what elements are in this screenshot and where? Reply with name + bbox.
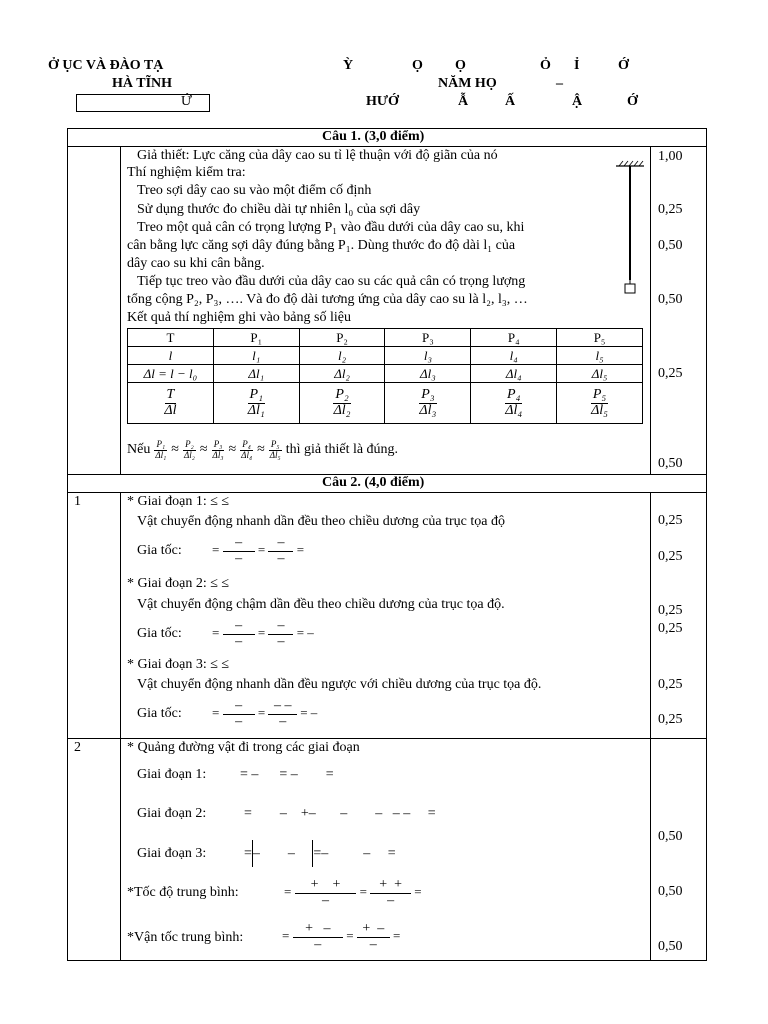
observation-table — [127, 328, 643, 424]
cau1-title: Câu 1. (3,0 điểm) — [322, 129, 425, 144]
table-row — [128, 329, 643, 347]
cau1-line8: Tiếp tục treo vào đầu dưới của dây cao su các quả cân có trọng lượng — [137, 274, 526, 289]
approx-sign: ≈ — [257, 442, 265, 458]
header-mid3e: Ớ — [627, 94, 638, 109]
frac-num: P₂ — [335, 386, 349, 402]
cau1-line7: dây cao su khi cân bằng. — [127, 256, 265, 271]
cau1-score: 0,50 — [658, 292, 683, 307]
table-cell — [128, 383, 214, 424]
speed-avg-formula: = $\frac{+ +}{-}$ = $\frac{+ +}{-}$ = — [284, 877, 422, 908]
frac-num: P₁ — [156, 439, 166, 449]
conclusion-prefix: Nếu — [127, 442, 151, 458]
stage3-desc: Vật chuyển động nhanh dần đều ngược với chiều dương của trục tọa độ. — [137, 677, 542, 692]
table-cell — [385, 383, 471, 424]
table-cell: Δl₅ — [557, 365, 643, 383]
stage1-accel-label: Gia tốc: — [137, 543, 182, 558]
conclusion-suffix: thì giả thiết là đúng. — [285, 442, 399, 458]
rubber-band-illustration — [614, 160, 646, 296]
cau1-score: 1,00 — [658, 149, 683, 164]
cau2-score: 0,25 — [658, 712, 683, 727]
approx-sign: ≈ — [199, 442, 208, 458]
frac-den: Δl₄ — [241, 449, 253, 460]
header-mid2: NĂM HỌ — [438, 76, 497, 91]
gd1-label: Giai đoạn 1: — [137, 767, 207, 782]
table-cell: l₅ — [557, 347, 643, 365]
cau1-line3: Treo sợi dây cao su vào một điểm cố định — [137, 183, 372, 198]
stage1-title: * Giai đoạn 1: ≤ ≤ — [127, 494, 230, 509]
cau1-score: 0,25 — [658, 366, 683, 381]
cau2-score: 0,25 — [658, 677, 683, 692]
vel-avg-label: *Vận tốc trung bình: — [127, 930, 244, 945]
grid-left — [67, 128, 68, 961]
table-cell: l₁ — [213, 347, 299, 365]
stage2-desc: Vật chuyển động chậm dần đều theo chiều dương của trục tọa độ. — [137, 597, 505, 612]
table-cell — [557, 383, 643, 424]
approx-sign: ≈ — [228, 442, 237, 458]
header-mid3a: HƯỚ — [366, 94, 399, 109]
frac-num: P₅ — [592, 386, 607, 402]
table-row — [128, 347, 643, 365]
frac-den: Δl₂ — [183, 449, 195, 460]
cau1-score: 0,50 — [658, 456, 683, 471]
table-cell: Δl₁ — [213, 365, 299, 383]
grid-under-part1 — [67, 738, 707, 739]
table-cell — [213, 383, 299, 424]
frac-num: P₅ — [270, 439, 280, 449]
frac-num: P₃ — [421, 386, 435, 402]
table-cell: Δl₃ — [385, 365, 471, 383]
cau1-line1: Giả thiết: Lực căng của dây cao su tỉ lệ thuận với độ giãn của nó — [137, 148, 498, 163]
gd3-formula: =– – =– – = — [244, 846, 396, 862]
frac-num: T — [166, 386, 175, 402]
table-cell: Δl₂ — [299, 365, 385, 383]
table-row — [128, 383, 643, 424]
gd2-formula: = – +– – – – – = — [244, 806, 436, 821]
frac-den: Δl₁ — [155, 449, 167, 460]
stage2-title: * Giai đoạn 2: ≤ ≤ — [127, 576, 230, 591]
cau2-score: 0,25 — [658, 603, 683, 618]
table-cell: l₃ — [385, 347, 471, 365]
header-left-line1: Ở ỤC VÀ ĐÀO TẠ — [48, 58, 164, 73]
header-mid3c: Ấ — [505, 94, 516, 109]
stage1-accel-formula: = $\frac{-}{-}$ = $\frac{-}{-}$ = — [212, 535, 305, 566]
frac-den: Δl — [164, 402, 177, 418]
gd1-formula: = – = – = — [240, 767, 334, 782]
cau2-score: 0,25 — [658, 513, 683, 528]
grid-under-cau1-title — [67, 146, 707, 147]
header-left-box — [76, 94, 210, 112]
header-mid2b: – — [556, 76, 563, 91]
table-cell: P₅ — [557, 329, 643, 347]
gd3-label: Giai đoạn 3: — [137, 846, 207, 861]
header-mid1a: Ỳ — [343, 58, 354, 73]
grid-col1-a — [120, 146, 121, 474]
grid-col3-a — [650, 146, 651, 474]
header-mid1c: Ọ — [455, 58, 466, 73]
frac-den: Δl₄ — [505, 402, 523, 418]
gd2-label: Giai đoạn 2: — [137, 806, 207, 821]
frac-num: P₄ — [507, 386, 521, 402]
header-mid1e: Ỉ — [574, 58, 580, 73]
cau1-score: 0,50 — [658, 238, 683, 253]
stage3-accel-label: Gia tốc: — [137, 706, 182, 721]
vel-avg-formula: = $\frac{+ -}{-}$ = $\frac{+ -}{-}$ = — [282, 921, 401, 952]
stage3-title: * Giai đoạn 3: ≤ ≤ — [127, 657, 230, 672]
speed-avg-label: *Tốc độ trung bình: — [127, 885, 239, 900]
table-cell: l — [128, 347, 214, 365]
table-cell: T — [128, 329, 214, 347]
table-cell: P₂ — [299, 329, 385, 347]
table-cell — [299, 383, 385, 424]
cau1-conclusion — [127, 440, 398, 461]
header-mid1b: Ọ — [412, 58, 423, 73]
frac-num: P₃ — [213, 439, 223, 449]
frac-den: Δl₃ — [419, 402, 437, 418]
table-cell: Δl₄ — [471, 365, 557, 383]
frac-den: Δl₁ — [247, 402, 265, 418]
table-cell: l₄ — [471, 347, 557, 365]
cau1-score: 0,25 — [658, 202, 683, 217]
stage2-accel-label: Gia tốc: — [137, 626, 182, 641]
header-mid3b: Ẫ — [458, 94, 469, 109]
cau1-line6: cân bằng lực căng sợi dây đúng bằng P₁. Dùng thước đo độ dài l₁ của — [127, 238, 516, 253]
grid-col3-b — [650, 492, 651, 960]
cau2-title: Câu 2. (4,0 điểm) — [322, 475, 425, 490]
table-cell: Δl = l − l₀ — [128, 365, 214, 383]
cau2-score: 0,50 — [658, 829, 683, 844]
cau1-line5: Treo một quả cân có trọng lượng P₁ vào đầu dưới của dây cao su, khi — [137, 220, 525, 235]
frac-den: Δl₂ — [333, 402, 351, 418]
cau1-line10: Kết quả thí nghiệm ghi vào bảng số liệu — [127, 310, 351, 325]
table-cell — [471, 383, 557, 424]
table-cell: P₃ — [385, 329, 471, 347]
header-left-box-text: Ứ — [181, 94, 192, 109]
frac-den: Δl₅ — [269, 449, 281, 460]
cau2-score: 0,25 — [658, 621, 683, 636]
cau1-line4: Sử dụng thước đo chiều dài tự nhiên l₀ của sợi dây — [137, 202, 421, 217]
frac-num: P₁ — [249, 386, 263, 402]
frac-den: Δl₃ — [212, 449, 224, 460]
grid-bottom — [67, 960, 707, 961]
header-left-line2: HÀ TĨNH — [112, 76, 173, 91]
frac-den: Δl₅ — [591, 402, 609, 418]
table-cell: l₂ — [299, 347, 385, 365]
stage1-desc: Vật chuyển động nhanh dần đều theo chiều dương của trục tọa độ — [137, 514, 505, 529]
table-cell: P₁ — [213, 329, 299, 347]
header-mid3d: Ậ — [572, 94, 583, 109]
header-mid1f: Ớ — [618, 58, 629, 73]
cau2-part2-label: 2 — [74, 740, 81, 755]
frac-num: P₂ — [185, 439, 194, 449]
grid-right — [706, 128, 707, 961]
stage2-accel-formula: = $\frac{-}{-}$ = $\frac{-}{-}$ = – — [212, 618, 314, 649]
approx-sign: ≈ — [171, 442, 179, 458]
grid-under-cau2-title — [67, 492, 707, 493]
header-mid1d: Ỏ — [540, 58, 551, 73]
grid-col1-b — [120, 492, 121, 960]
table-cell: P₄ — [471, 329, 557, 347]
table-row — [128, 365, 643, 383]
frac-num: P₄ — [242, 439, 251, 449]
cau1-line9: tổng cộng P₂, P₃, …. Và đo độ dài tương ứng của dây cao su là l₂, l₃, … — [127, 292, 528, 307]
cau2-part1-label: 1 — [74, 494, 81, 509]
cau1-line2: Thí nghiệm kiểm tra: — [127, 165, 246, 180]
cau2-score: 0,25 — [658, 549, 683, 564]
cau2-score: 0,50 — [658, 884, 683, 899]
stage3-accel-formula: = $\frac{-}{-}$ = $\frac{- -}{-}$ = – — [212, 698, 318, 729]
distance-title: * Quảng đường vật đi trong các giai đoạn — [127, 740, 360, 755]
cau2-score: 0,50 — [658, 939, 683, 954]
